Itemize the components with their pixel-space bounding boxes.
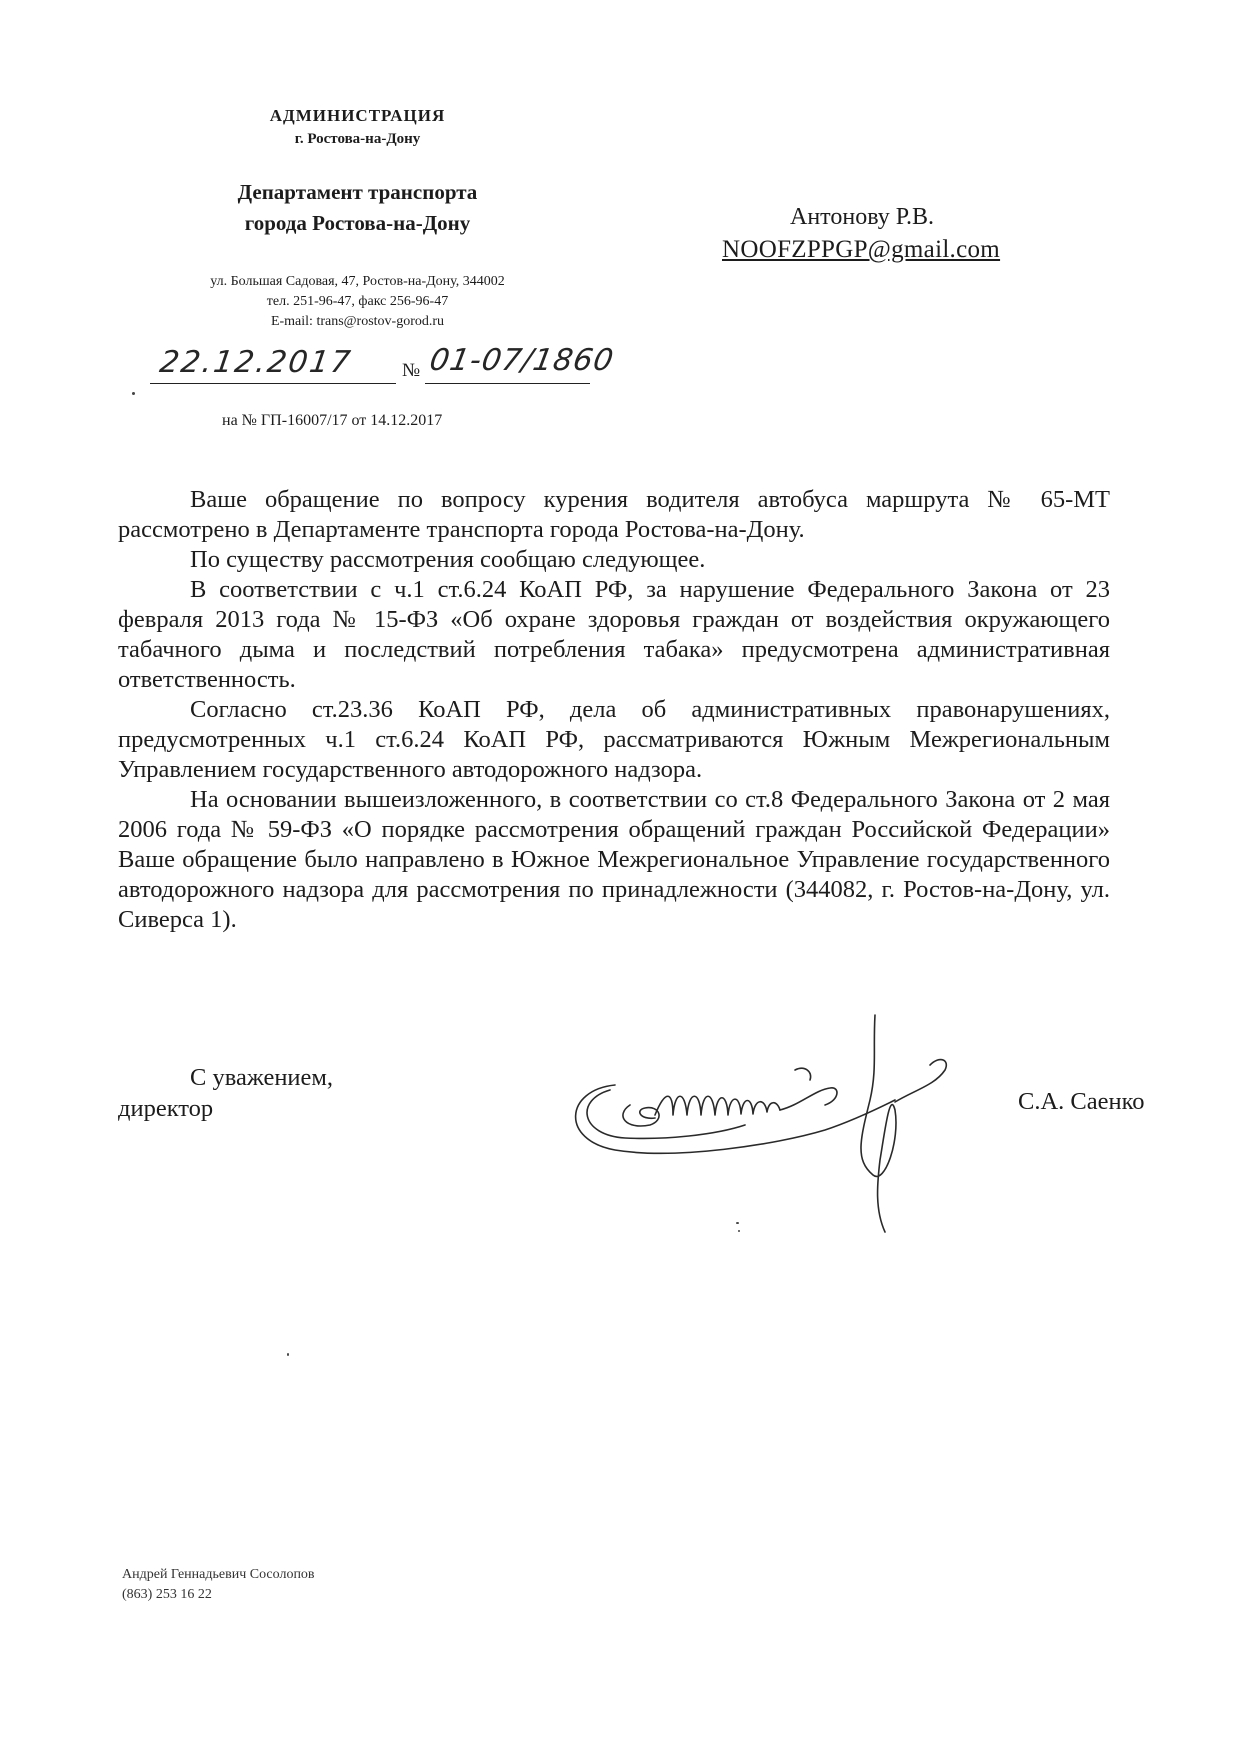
registration-number-underline	[425, 383, 590, 384]
addressee-name: Антонову Р.В.	[790, 204, 935, 230]
letterhead-org: АДМИНИСТРАЦИЯ	[269, 106, 446, 125]
scan-speck	[287, 1353, 289, 1356]
body-paragraph: По существу рассмотрения сообщаю следующее.	[190, 546, 706, 573]
registration-reference: на № ГП-16007/17 от 14.12.2017	[222, 412, 443, 429]
registration-date: 22.12.2017	[157, 345, 355, 380]
addressee-email: NOOFZPPGP@gmail.com	[722, 236, 1001, 263]
scan-speck	[736, 1222, 739, 1224]
letterhead-address: ул. Большая Садовая, 47, Ростов-на-Дону, 344002	[210, 274, 505, 289]
signature-icon	[555, 1010, 1015, 1240]
closing-regards: С уважением,	[190, 1064, 334, 1091]
scan-speck	[738, 1230, 740, 1232]
registration-number: 01-07/1860	[426, 343, 617, 378]
registration-date-underline	[150, 383, 396, 384]
signer-name: С.А. Саенко	[1018, 1088, 1145, 1115]
body-paragraph: Ваше обращение по вопросу курения водителя автобуса маршрута № 65-МТ рассмотрено в Департаменте транспорта города Ростова-на-Дону.	[118, 486, 1110, 543]
scan-speck	[132, 392, 135, 395]
letterhead-city: г. Ростова-на-Дону	[294, 131, 421, 147]
letterhead-department-line2: города Ростова-на-Дону	[244, 211, 471, 235]
letterhead-department-line1: Департамент транспорта	[237, 180, 478, 204]
body-paragraph: Согласно ст.23.36 КоАП РФ, дела об административных правонарушениях, предусмотренных ч.1 ст.6.24 КоАП РФ, рассматриваются Южным Межрегиональным Управлением государственного автодорожного надзора.	[118, 696, 1110, 783]
letter-body	[118, 485, 1110, 935]
letterhead-phone: тел. 251-96-47, факс 256-96-47	[266, 294, 449, 309]
executor-name: Андрей Геннадьевич Сосолопов	[122, 1567, 315, 1582]
letterhead-email: E-mail: trans@rostov-gorod.ru	[270, 314, 445, 329]
body-paragraph: На основании вышеизложенного, в соответствии со ст.8 Федерального Закона от 2 мая 2006 года № 59-ФЗ «О порядке рассмотрения обращений граждан Российской Федерации» Ваше обращение было направлено в Южное Межрегиональное Управление государственного автодорожного надзора для рассмотрения по принадлежности (344082, г. Ростов-на-Дону, ул. Сиверса 1).	[118, 786, 1110, 933]
closing-position: директор	[118, 1095, 214, 1122]
registration-number-sign: №	[402, 360, 421, 381]
executor-phone: (863) 253 16 22	[122, 1587, 212, 1602]
body-paragraph: В соответствии с ч.1 ст.6.24 КоАП РФ, за нарушение Федерального Закона от 23 февраля 2013 года № 15-ФЗ «Об охране здоровья граждан от воздействия окружающего табачного дыма и последствий потребления табака» предусмотрена административная ответственность.	[118, 576, 1110, 693]
